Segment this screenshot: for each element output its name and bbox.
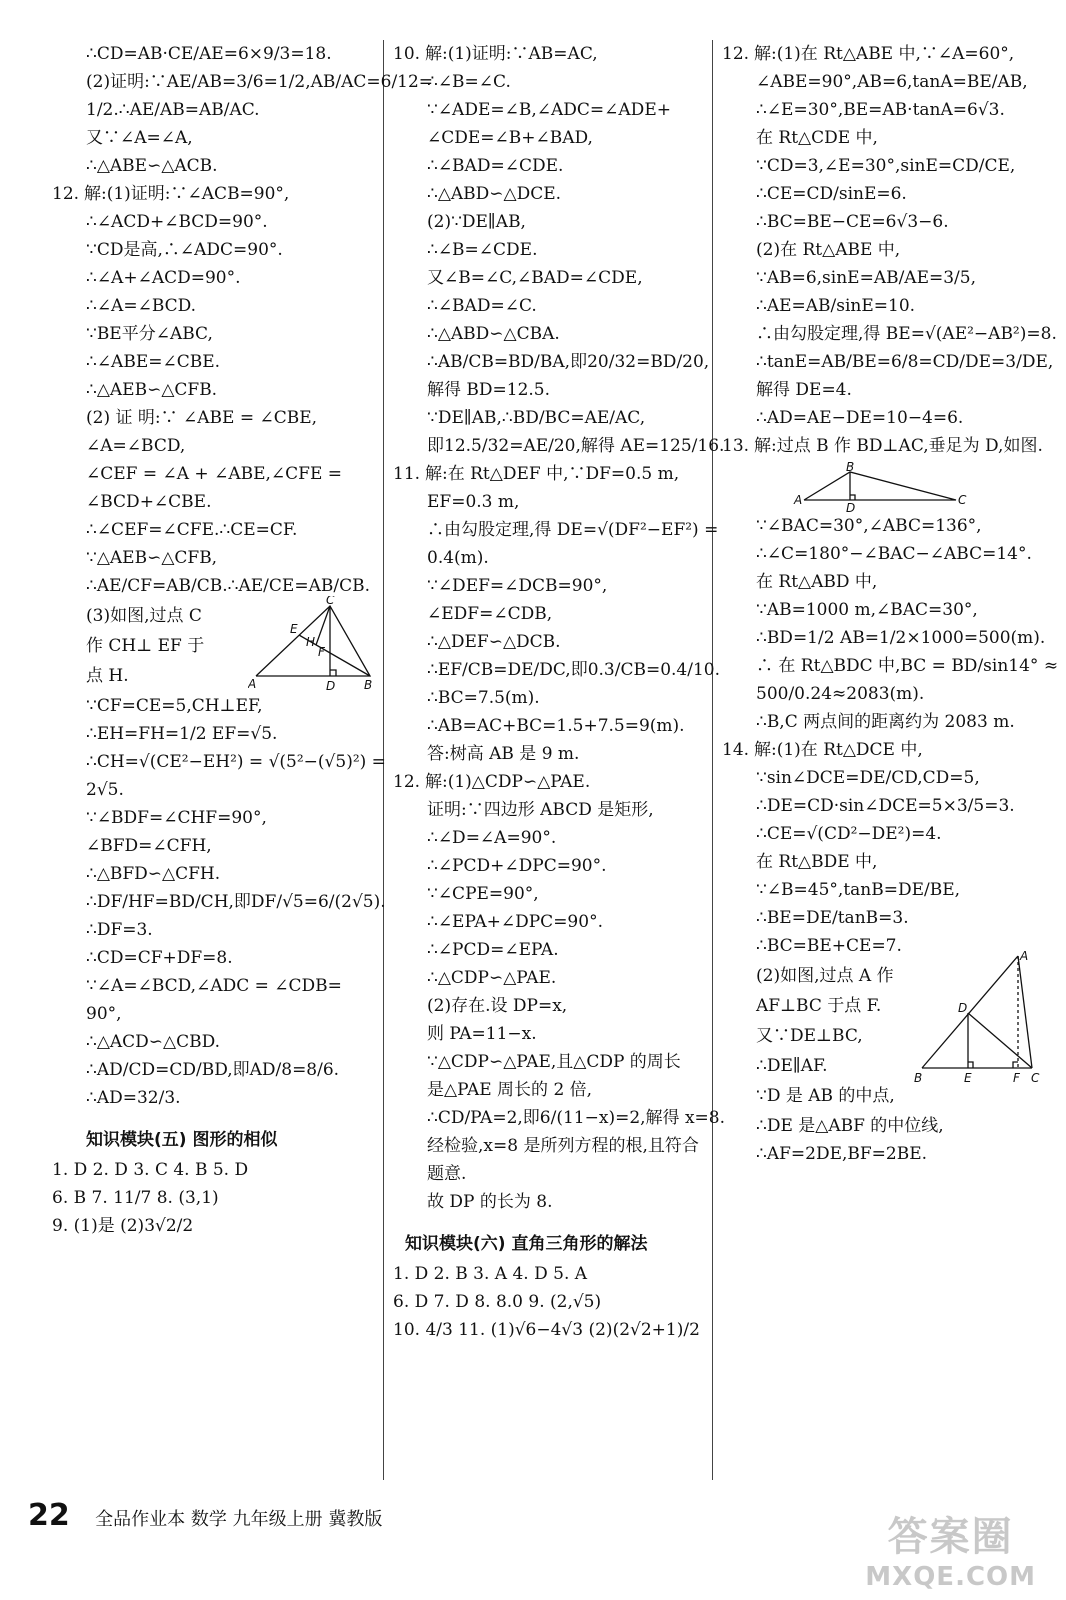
text-line: ∵CD是高,∴∠ADC=90°. [86,240,283,260]
point-label: B [364,678,373,692]
point-label: C [326,596,335,607]
question-12 [722,42,1052,67]
text-line: ∵∠ADE=∠B,∠ADC=∠ADE+ [427,100,671,120]
text-line: ∴△ACD∽△CBD. [86,1032,221,1052]
text-line: ∴∠ACD+∠BCD=90°. [86,212,268,232]
point-label: A [1020,950,1029,963]
watermark-text: 答案圈 [887,1514,1014,1560]
point-label: C [1031,1071,1040,1084]
point-label: D [846,501,856,512]
triangle-figure-3 [914,950,1042,1084]
question-number: 13. [722,436,750,456]
text-line: ∴∠EPA+∠DPC=90°. [427,912,603,932]
question-12 [393,770,705,795]
text-line: 6. D 7. D 8. 8.0 9. (2,√5) [393,1292,602,1312]
text-line: ∴∠CEF=∠CFE.∴CE=CF. [86,520,298,540]
text-line: 1. D 2. B 3. A 4. D 5. A [393,1264,588,1284]
text-line: ∵DE∥AB,∴BD/BC=AE/AC, [427,408,646,428]
text-line: ∴CD/PA=2,即6/(11−x)=2,解得 x=8. [427,1108,725,1128]
text-line: ∴∠D=∠A=90°. [427,828,557,848]
triangle-figure-1 [248,596,374,692]
text-line: ∵∠CPE=90°, [427,884,539,904]
text-line: 又∵DE⊥BC, [756,1026,863,1046]
point-label: C [958,493,967,507]
text-line: ∴∠PCD+∠DPC=90°. [427,856,607,876]
text-line: ∵△CDP∽△PAE,且△CDP 的周长 [427,1052,681,1072]
question-number: 12. [393,772,421,792]
text-line: (2)如图,过点 A 作 [756,966,894,986]
text-line: ∠CDE=∠B+∠BAD, [427,128,593,148]
text-line: 解:(1)证明:∵∠ACB=90°, [84,184,290,204]
text-line: ∴BC=7.5(m). [427,688,540,708]
text-line: ∴EF/CB=DE/DC,即0.3/CB=0.4/10. [427,660,721,680]
text-line: ∴由勾股定理,得 BE=√(AE²−AB²)=8. [756,324,1057,344]
text-line: ∴ 在 Rt△BDC 中,BC = BD/sin14° ≈ [756,656,1059,676]
text-line: ∴AE/CF=AB/CB.∴AE/CE=AB/CB. [86,576,370,596]
text-line: ∴△AEB∽△CFB. [86,380,218,400]
text-line: (3)如图,过点 C [86,606,202,626]
text-line: ∠BCD+∠CBE. [86,492,212,512]
text-line: ∴DE=CD·sin∠DCE=5×3/5=3. [756,796,1015,816]
text-line: (2) 证 明:∵ ∠ABE = ∠CBE, [86,408,318,428]
point-label: D [958,1001,968,1015]
text-line: ∴BE=DE/tanB=3. [756,908,909,928]
text-line: ∵∠B=45°,tanB=DE/BE, [756,880,961,900]
text-line: ∴AB=AC+BC=1.5+7.5=9(m). [427,716,685,736]
text-line: ∵BE平分∠ABC, [86,324,213,344]
text-line: ∵∠BAC=30°,∠ABC=136°, [756,516,982,536]
text-line: 又∵∠A=∠A, [86,128,193,148]
text-line: ∴AB/CB=BD/BA,即20/32=BD/20, [427,352,710,372]
triangle-figure-2 [792,462,972,512]
point-label: A [248,677,257,691]
text-line: 0.4(m). [427,548,489,568]
text-line: ∴AD=AE−DE=10−4=6. [756,408,964,428]
text-line: 经检验,x=8 是所列方程的根,且符合 [427,1136,699,1156]
text-line: ∠ABE=90°,AB=6,tanA=BE/AB, [756,72,1028,92]
text-line: 即12.5/32=AE/20,解得 AE=125/16. [427,436,725,456]
text-line: ∴BC=BE−CE=6√3−6. [756,212,949,232]
text-line: ∴∠C=180°−∠BAC−∠ABC=14°. [756,544,1032,564]
text-line: 解:(1)在 Rt△DCE 中, [754,740,923,760]
page-footer [28,1498,382,1533]
point-label: F [318,645,325,659]
section-heading: 知识模块(五) 图形的相似 [86,1130,278,1150]
text-line: 90°, [86,1004,122,1024]
text-line: ∴AE=AB/sinE=10. [756,296,916,316]
question-number: 12. [722,44,750,64]
point-label: F [1013,1071,1020,1084]
text-line: ∴∠B=∠C. [427,72,511,92]
text-line: ∴∠A=∠BCD. [86,296,197,316]
question-13 [722,434,1052,459]
question-11 [393,462,705,487]
text-line: ∴△ABD∽△DCE. [427,184,562,204]
question-number: 12. [52,184,80,204]
text-line: ∴AD=32/3. [86,1088,181,1108]
text-line: 6. B 7. 11/7 8. (3,1) [52,1188,219,1208]
text-line: ∴由勾股定理,得 DE=√(DF²−EF²) = [427,520,719,540]
text-line: 答:树高 AB 是 9 m. [427,744,580,764]
text-line: 500/0.24≈2083(m). [756,684,925,704]
text-line: 又∠B=∠C,∠BAD=∠CDE, [427,268,643,288]
text-line: 解得 DE=4. [756,380,852,400]
text-line: ∴BC=BE+CE=7. [756,936,902,956]
text-line: 是△PAE 周长的 2 倍, [427,1080,593,1100]
text-line: 在 Rt△CDE 中, [756,128,878,148]
text-line: ∴∠ABE=∠CBE. [86,352,221,372]
question-number: 10. [393,44,421,64]
text-line: ∵AB=1000 m,∠BAC=30°, [756,600,978,620]
text-line: ∵D 是 AB 的中点, [756,1086,895,1106]
text-line: 9. (1)是 (2)3√2/2 [52,1216,194,1236]
text-line: 解:在 Rt△DEF 中,∵DF=0.5 m, [425,464,680,484]
text-line: ∵CD=3,∠E=30°,sinE=CD/CE, [756,156,1016,176]
text-line: ∵∠BDF=∠CHF=90°, [86,808,267,828]
watermark-url: MXQE.COM [865,1562,1036,1592]
text-line: (2)∵DE∥AB, [427,212,526,232]
text-line: ∴△ABE∽△ACB. [86,156,218,176]
watermark-logo [865,1505,1036,1592]
text-line: 解得 BD=12.5. [427,380,551,400]
question-number: 14. [722,740,750,760]
text-line: (2)存在.设 DP=x, [427,996,568,1016]
text-line: 作 CH⊥ EF 于 [86,636,205,656]
text-line: ∠A=∠BCD, [86,436,186,456]
point-label: E [290,622,298,636]
text-line: ∴∠B=∠CDE. [427,240,538,260]
text-line: 解:(1)证明:∵AB=AC, [425,44,598,64]
text-line: 解:过点 B 作 BD⊥AC,垂足为 D,如图. [754,436,1043,456]
text-line: 则 PA=11−x. [427,1024,537,1044]
figure-block [52,596,374,692]
text-line: 1/2.∴AE/AB=AB/AC. [86,100,260,120]
text-line: ∴B,C 两点间的距离约为 2083 m. [756,712,1015,732]
text-line: (2)在 Rt△ABE 中, [756,240,901,260]
text-line: ∵∠DEF=∠DCB=90°, [427,576,608,596]
text-line: ∴∠A+∠ACD=90°. [86,268,241,288]
text-line: ∴tanE=AB/BE=6/8=CD/DE=3/DE, [756,352,1054,372]
text-line: ∴BD=1/2 AB=1/2×1000=500(m). [756,628,1046,648]
text-line: ∴CE=√(CD²−DE²)=4. [756,824,942,844]
text-line: ∵CF=CE=5,CH⊥EF, [86,696,263,716]
text-line: ∴△DEF∽△DCB. [427,632,561,652]
question-number: 11. [393,464,421,484]
text-line: ∴EH=FH=1/2 EF=√5. [86,724,278,744]
text-line: 证明:∵四边形 ABCD 是矩形, [427,800,654,820]
text-line: ∵AB=6,sinE=AB/AE=3/5, [756,268,977,288]
text-line: AF⊥BC 于点 F. [756,996,882,1016]
text-line: ∴△BFD∽△CFH. [86,864,221,884]
point-label: A [794,493,803,507]
text-line: ∴∠BAD=∠CDE. [427,156,564,176]
answer-column-3 [722,40,1059,1170]
text-line: 2√5. [86,780,124,800]
text-line: 在 Rt△BDE 中, [756,852,878,872]
text-line: ∴AD/CD=CD/BD,即AD/8=8/6. [86,1060,340,1080]
text-line: ∴CH=√(CE²−EH²) = √(5²−(√5)²) = [86,752,386,772]
text-line: 解:(1)△CDP∽△PAE. [425,772,591,792]
text-line: ∵∠A=∠BCD,∠ADC = ∠CDB= [86,976,342,996]
text-line: ∴△ABD∽△CBA. [427,324,560,344]
figure-block [722,950,1052,1112]
text-line: ∴∠E=30°,BE=AB·tanA=6√3. [756,100,1005,120]
point-label: B [914,1071,923,1084]
text-line: ∴CD=CF+DF=8. [86,948,233,968]
text-line: ∴∠PCD=∠EPA. [427,940,559,960]
point-label: D [326,679,336,692]
text-line: 解:(1)在 Rt△ABE 中,∵∠A=60°, [754,44,1015,64]
question-14 [722,738,1052,763]
text-line: 点 H. [86,666,129,686]
answer-column-2 [393,40,725,1346]
text-line: ∴CD=AB·CE/AE=6×9/3=18. [86,44,332,64]
text-line: ∵△AEB∽△CFB, [86,548,218,568]
page-number: 22 [28,1498,70,1533]
text-line: (2)证明:∵AE/AB=3/6=1/2,AB/AC=6/12= [86,72,434,92]
text-line: ∴DF/HF=BD/CH,即DF/√5=6/(2√5). [86,892,386,912]
question-10 [393,42,705,67]
section-heading: 知识模块(六) 直角三角形的解法 [405,1234,648,1254]
text-line: ∴AF=2DE,BF=2BE. [756,1144,928,1164]
text-line: ∴△CDP∽△PAE. [427,968,557,988]
text-line: ∴CE=CD/sinE=6. [756,184,907,204]
text-line: 1. D 2. D 3. C 4. B 5. D [52,1160,249,1180]
text-line: 10. 4/3 11. (1)√6−4√3 (2)(2√2+1)/2 [393,1320,700,1340]
text-line: 故 DP 的长为 8. [427,1192,553,1212]
point-label: B [846,462,855,474]
text-line: ∠EDF=∠CDB, [427,604,553,624]
point-label: E [964,1071,972,1084]
text-line: 题意. [427,1164,467,1184]
text-line: ∴∠BAD=∠C. [427,296,537,316]
text-line: ∴DE 是△ABF 的中位线, [756,1116,944,1136]
point-label: H [306,635,316,649]
text-line: ∠CEF = ∠A + ∠ABE,∠CFE = [86,464,343,484]
text-line: EF=0.3 m, [427,492,520,512]
question-12 [52,182,374,207]
text-line: ∴DF=3. [86,920,153,940]
text-line: ∠BFD=∠CFH, [86,836,212,856]
text-line: ∴DE∥AF. [756,1056,828,1076]
book-title: 全品作业本 数学 九年级上册 冀教版 [95,1509,383,1530]
text-line: ∵sin∠DCE=DE/CD,CD=5, [756,768,980,788]
column-divider [712,40,713,1480]
text-line: 在 Rt△ABD 中, [756,572,878,592]
